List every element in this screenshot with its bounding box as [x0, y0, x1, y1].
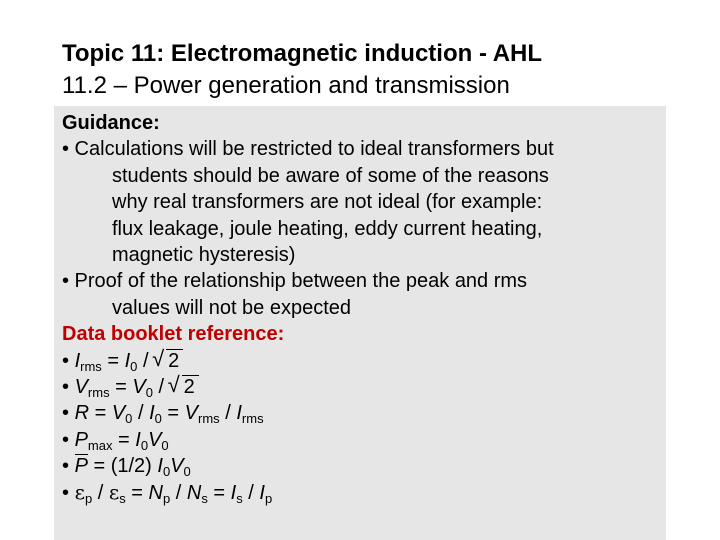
var: I: [124, 349, 131, 372]
op: =: [207, 482, 231, 505]
sqrt-symbol: [170, 374, 199, 400]
sub: 0: [130, 358, 138, 374]
op: =: [112, 428, 136, 451]
var-overbar: P: [74, 455, 88, 478]
epsilon-symbol: ε: [74, 480, 85, 505]
title-line-1: Topic 11: Electromagnetic induction - AHL: [62, 40, 543, 67]
guidance-bullet-1-line-4: flux leakage, joule heating, eddy current heating,: [112, 217, 543, 240]
sub: rms: [241, 411, 264, 427]
sub: s: [201, 491, 208, 507]
bullet: •: [62, 349, 70, 372]
op: /: [152, 375, 170, 398]
equation-vrms: [62, 374, 662, 400]
slide-body: [62, 110, 662, 506]
equation-transformer: [62, 479, 662, 505]
var: V: [132, 375, 146, 398]
var: N: [148, 482, 163, 505]
equation-irms: [62, 348, 662, 374]
bullet: •: [62, 402, 70, 425]
guidance-heading: Guidance:: [62, 112, 160, 134]
sub: rms: [87, 384, 110, 400]
slide-title: [62, 38, 542, 102]
sub: 0: [162, 464, 171, 480]
var: I: [236, 402, 242, 425]
guidance-bullet-1-line-2: students should be aware of some of the reasons: [112, 164, 549, 187]
op: =: [161, 402, 185, 425]
title-line-2: 11.2 – Power generation and transmission: [62, 72, 510, 99]
op: /: [132, 402, 150, 425]
op: =: [101, 349, 125, 372]
bullet: •: [62, 428, 70, 451]
equation-resistance: [62, 400, 662, 426]
sub: 0: [161, 437, 169, 453]
op: /: [137, 349, 155, 372]
var: P: [74, 428, 88, 451]
op: =: [109, 375, 133, 398]
radicand: 2: [182, 375, 199, 398]
var: V: [111, 402, 126, 425]
equation-pmax: [62, 427, 662, 453]
epsilon-symbol: ε: [108, 480, 120, 505]
guidance-bullet-1-line-3: why real transformers are not ideal (for example:: [112, 191, 543, 214]
var: I: [149, 402, 155, 425]
sub: max: [87, 437, 113, 453]
bullet: •: [62, 482, 70, 505]
sub: p: [162, 491, 171, 507]
bullet: •: [62, 455, 70, 478]
op: = (1/2): [87, 455, 158, 478]
op: /: [170, 482, 187, 505]
var: V: [74, 375, 88, 398]
sqrt-symbol: [154, 348, 183, 374]
op: /: [92, 482, 109, 505]
guidance-bullet-2-line-2: values will not be expected: [112, 296, 352, 319]
sub: 0: [125, 411, 133, 427]
bullet: •: [62, 375, 70, 398]
var: I: [259, 482, 265, 505]
var: I: [74, 349, 81, 372]
var: N: [186, 482, 202, 505]
var: V: [170, 455, 184, 478]
equation-pavg: [62, 453, 662, 479]
sub: s: [236, 491, 243, 507]
var: R: [74, 402, 90, 425]
op: /: [219, 402, 237, 425]
op: =: [125, 482, 149, 505]
radicand: 2: [166, 349, 183, 372]
var: I: [157, 455, 163, 478]
var: V: [184, 402, 199, 425]
sub: 0: [183, 464, 191, 480]
guidance-bullet-1-line-5: magnetic hysteresis): [112, 243, 296, 266]
sub: p: [84, 491, 93, 507]
op: =: [89, 402, 112, 425]
data-booklet-heading: Data booklet reference:: [62, 323, 285, 346]
guidance-bullet-1-line-1: • Calculations will be restricted to ideal transformers but: [62, 138, 554, 161]
sub: 0: [145, 384, 153, 400]
sub: p: [264, 491, 273, 507]
sub: rms: [198, 411, 220, 427]
var: V: [148, 428, 162, 451]
guidance-bullet-2-line-1: • Proof of the relationship between the peak and rms: [62, 270, 528, 293]
sub: rms: [80, 358, 102, 374]
var: I: [135, 428, 141, 451]
sub: s: [119, 491, 126, 507]
sub: 0: [154, 411, 162, 427]
op: /: [242, 482, 260, 505]
var: I: [230, 482, 237, 505]
sub: 0: [140, 437, 149, 453]
